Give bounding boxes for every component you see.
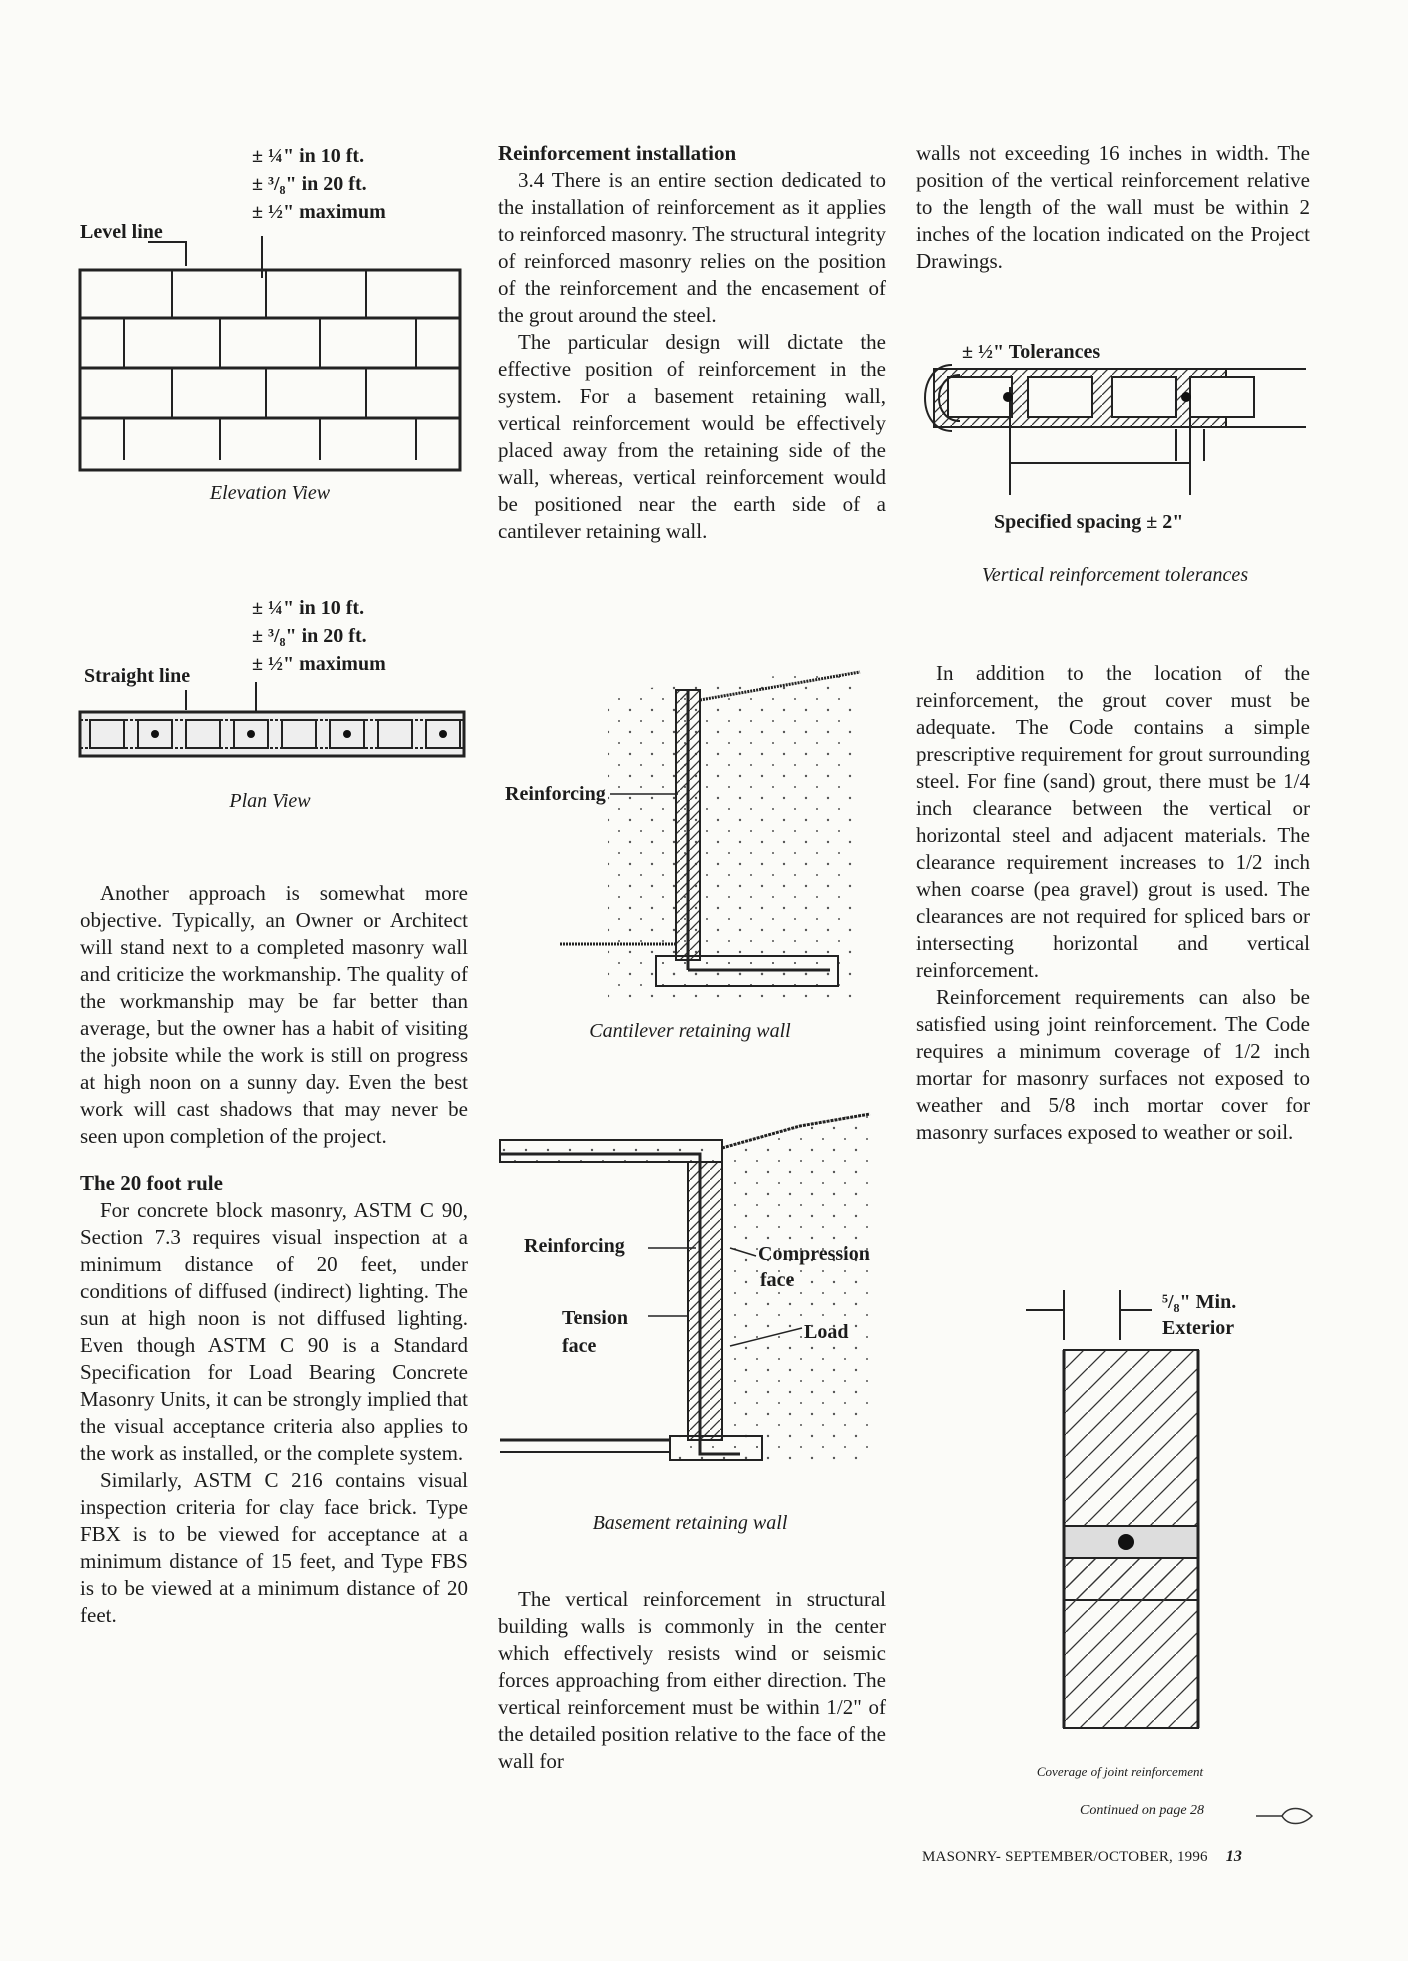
middle-paragraph-2: The particular design will dictate the effective position of reinforcement in the system. For a basement retaining wall, vertical reinforcement would be effectively placed away from the retaining side of the wall, whereas, vertical reinforcement would be positioned near the earth side of a cantilever retaining wall. [498,330,886,543]
joint-caption: Coverage of joint reinforcement [1036,1764,1204,1779]
continued-note: Continued on page 28 [1080,1803,1205,1818]
cantilever-wall-diagram [560,660,880,1000]
twenty-foot-rule-heading: The 20 foot rule [80,1171,223,1195]
magazine-issue: MASONRY- SEPTEMBER/OCTOBER, 1996 [922,1849,1208,1865]
page-number: 13 [1225,1848,1243,1865]
right-column-bottom [916,660,1310,1146]
page-footer [922,1848,1242,1866]
left-column [80,880,468,1629]
elevation-tolerance-3: ± ½" maximum [252,201,386,223]
load-label: Load [804,1321,849,1343]
middle-column-top [498,140,886,545]
middle-column-bottom [498,1586,886,1775]
tension-face-label: face [562,1335,597,1357]
basement-reinforcing-label: Reinforcing [524,1235,625,1257]
tolerances-label: ± ½" Tolerances [962,341,1101,363]
cantilever-caption: Cantilever retaining wall [589,1020,791,1042]
plan-wall-diagram [78,690,468,760]
elevation-tolerance-2: ± ³/₈" in 20 ft. [252,173,367,195]
basement-wall-diagram [500,1100,880,1460]
compression-label: Compression [758,1243,870,1265]
reinforcement-installation-heading: Reinforcement installation [498,141,737,165]
basement-caption: Basement retaining wall [592,1512,788,1534]
exterior-label: Exterior [1162,1317,1235,1339]
plan-caption: Plan View [229,790,311,812]
cantilever-reinforcing-label: Reinforcing [505,783,606,805]
left-paragraph-2: Similarly, ASTM C 216 contains visual inspection criteria for clay face brick. Type FBX is to be viewed for acceptance at a minimum distance of 15 feet, and Type FBS is to be viewed at a minimum distance of 20 feet. [80,1468,468,1627]
right-paragraph-2: Reinforcement requirements can also be satisfied using joint reinforcement. The Code requires a minimum coverage of 1/2 inch mortar for masonry surfaces not exposed to weather and 5/8 inch mortar cover for masonry surfaces exposed to weather or soil. [916,985,1310,1144]
joint-reinforcement-diagram [1022,1280,1222,1740]
level-line-label: Level line [80,221,163,243]
specified-spacing-label: Specified spacing ± 2" [994,511,1184,533]
straight-line-label: Straight line [84,665,191,687]
plan-tolerance-3: ± ½" maximum [252,653,386,675]
plan-tolerance-2: ± ³/₈" in 20 ft. [252,625,367,647]
left-paragraph-1: For concrete block masonry, ASTM C 90, Section 7.3 requires visual inspection at a minimum distance of 20 feet, under conditions of diffused (indirect) lighting. The sun at high noon is not diffused lighting. Even though ASTM C 90 is a Standard Specification for Load Bearing Concrete Masonry Units, it can be strongly implied that the visual acceptance criteria also applies to the work as installed, or the complete system. [80,1198,468,1465]
vertical-tolerance-diagram [912,355,1312,495]
plan-tolerance-1: ± ¼" in 10 ft. [252,597,365,619]
right-paragraph-0: walls not exceeding 16 inches in width. The position of the vertical reinforcement relative to the length of the wall must be within 2 inches of the location indicated on the Project Drawings. [916,141,1310,273]
elevation-caption: Elevation View [209,482,331,504]
continued-arrow-icon [1254,1806,1314,1826]
middle-paragraph-3: The vertical reinforcement in structural building walls is commonly in the center which effectively resists wind or seismic forces approaching from either direction. The vertical reinforcement must be within 1/2" of the detailed position relative to the face of the wall for [498,1587,886,1773]
min-cover-label: ⁵/₈" Min. [1162,1291,1237,1313]
right-paragraph-1: In addition to the location of the reinforcement, the grout cover must be adequate. The Code contains a simple prescriptive requirement for grout surrounding steel. For fine (sand) grout, there must be 1/4 inch clearance between the vertical or horizontal steel and adjacent materials. The clearance requirement increases to 1/2 inch when coarse (pea gravel) grout is used. The clearances are not required for spliced bars or intersecting horizontal and vertical reinforcement. [916,661,1310,982]
tension-label: Tension [562,1307,628,1329]
elevation-wall-diagram [76,230,466,460]
elevation-tolerance-1: ± ¼" in 10 ft. [252,145,365,167]
right-column-top [916,140,1310,275]
middle-paragraph-1: 3.4 There is an entire section dedicated to the installation of reinforcement as it applies to reinforced masonry. The structural integrity of reinforced masonry relies on the position of the reinforcement and the encasement of the grout around the steel. [498,168,886,327]
left-intro-paragraph: Another approach is somewhat more objective. Typically, an Owner or Architect will stand next to a completed masonry wall and criticize the workmanship. The quality of the workmanship may be far better than average, but the owner has a habit of visiting the jobsite while the work is still on progress at high noon on a sunny day. Even the best work will cast shadows that may never be seen upon completion of the project. [80,881,468,1148]
compression-face-label: face [760,1269,795,1291]
tolerance-caption: Vertical reinforcement tolerances [981,564,1249,586]
